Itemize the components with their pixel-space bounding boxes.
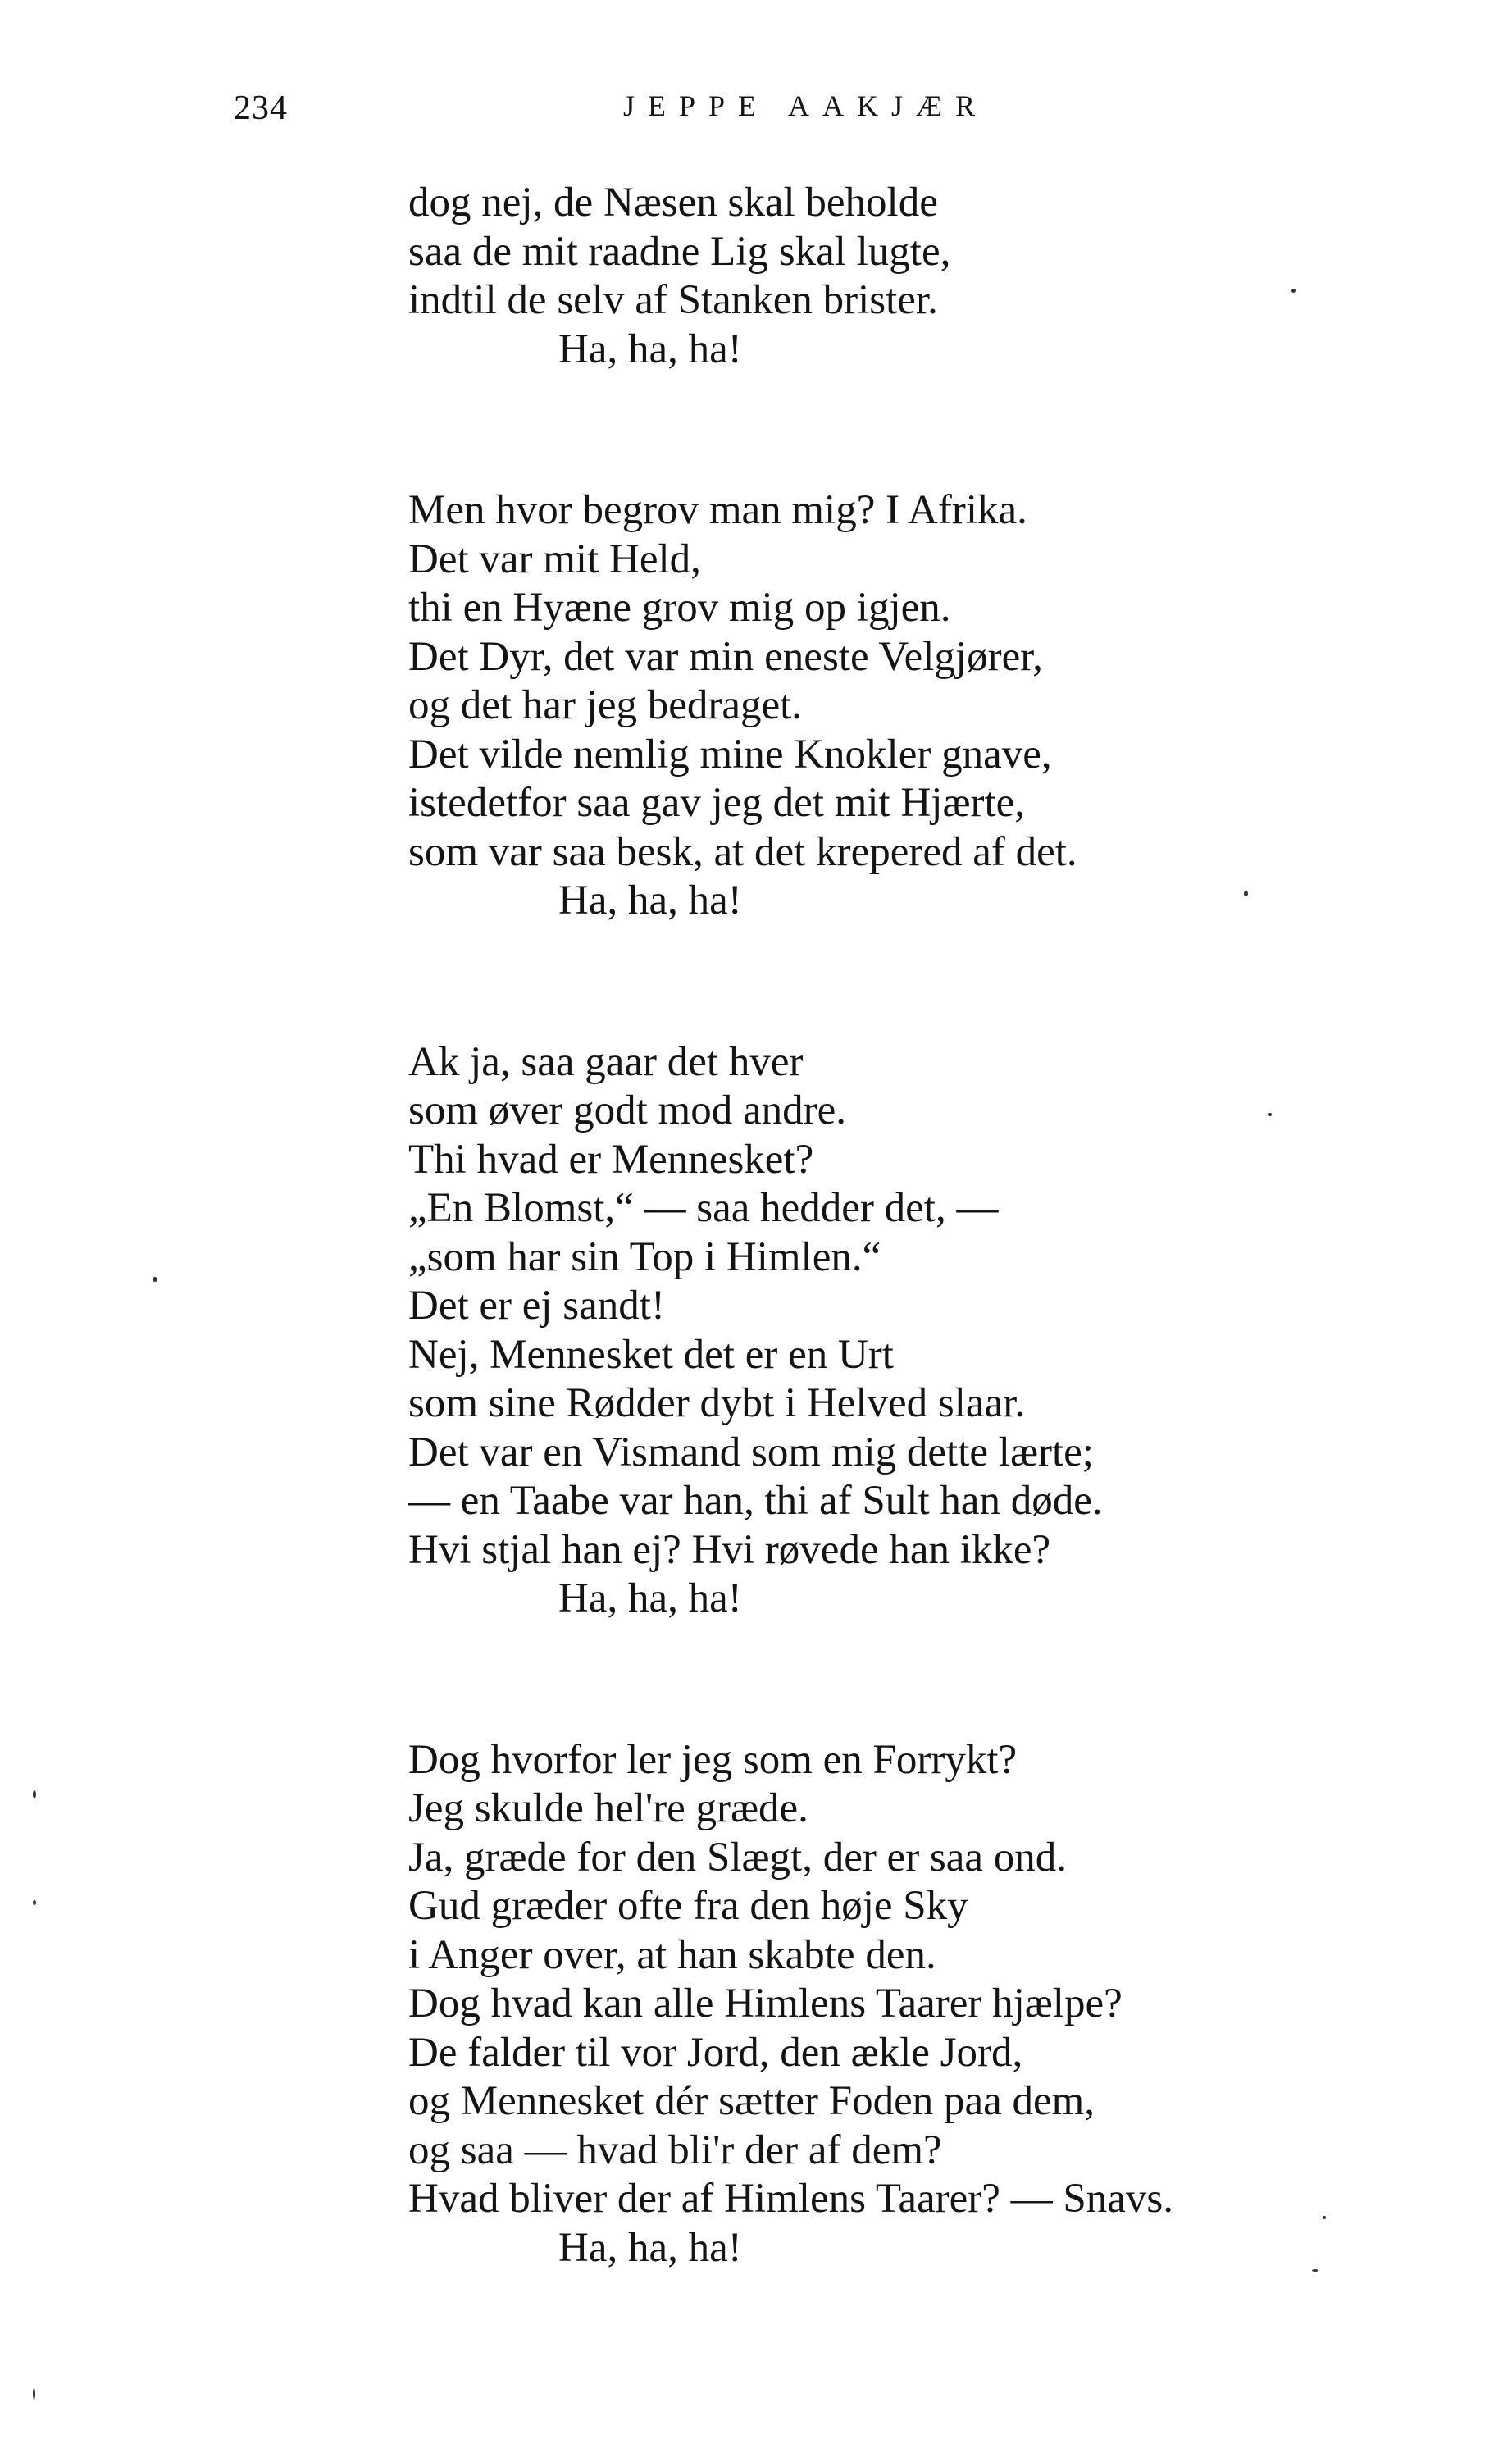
scan-speck xyxy=(33,2388,35,2400)
stanza-break xyxy=(408,374,1376,486)
verse-line: Hvad bliver der af Himlens Taarer? — Snavs. xyxy=(408,2176,1174,2222)
refrain-line: Ha, ha, ha! xyxy=(558,326,742,372)
verse-line: „En Blomst,“ — saa hedder det, — xyxy=(408,1185,999,1231)
poem-body xyxy=(408,179,1376,2273)
verse-line: Det er ej sandt! xyxy=(408,1283,665,1329)
verse-line: Det vilde nemlig mine Knokler gnave, xyxy=(408,731,1052,777)
verse-line: Det var en Vismand som mig dette lærte; xyxy=(408,1429,1094,1475)
verse-line: De falder til vor Jord, den ækle Jord, xyxy=(408,2029,1023,2076)
verse-line: og saa — hvad bli'r der af dem? xyxy=(408,2127,942,2173)
verse-line: Ak ja, saa gaar det hver xyxy=(408,1038,804,1085)
verse-line: Nej, Mennesket det er en Urt xyxy=(408,1331,894,1378)
verse-line: Dog hvad kan alle Himlens Taarer hjælpe? xyxy=(408,1981,1123,2026)
verse-line: Det Dyr, det var min eneste Velgjører, xyxy=(408,633,1043,680)
refrain-line: Ha, ha, ha! xyxy=(558,2224,742,2271)
verse-line: Gud græder ofte fra den høje Sky xyxy=(408,1883,968,1929)
refrain-line: Ha, ha, ha! xyxy=(558,1575,742,1621)
verse-line: som øver godt mod andre. xyxy=(408,1087,846,1133)
verse-line: og Mennesket dér sætter Foden paa dem, xyxy=(408,2078,1095,2124)
stanza-break xyxy=(408,1624,1376,1736)
verse-line: som sine Rødder dybt i Helved slaar. xyxy=(408,1380,1026,1426)
stanza-break xyxy=(408,926,1376,1038)
verse-line: Det var mit Held, xyxy=(408,536,701,582)
verse-line: i Anger over, at han skabte den. xyxy=(408,1931,936,1978)
scan-speck xyxy=(1291,289,1296,293)
verse-line: indtil de selv af Stanken brister. xyxy=(408,277,938,323)
verse-line: Ja, græde for den Slægt, der er saa ond. xyxy=(408,1834,1068,1881)
page-number: 234 xyxy=(234,89,288,127)
verse-line: „som har sin Top i Himlen.“ xyxy=(408,1233,881,1280)
verse-line: Thi hvad er Mennesket? xyxy=(408,1136,814,1183)
verse-line: Jeg skulde hel're græde. xyxy=(408,1785,808,1831)
scan-speck xyxy=(33,1790,36,1798)
scan-speck xyxy=(1312,2269,1318,2272)
scan-speck xyxy=(1268,1113,1272,1116)
verse-line: istedetfor saa gav jeg det mit Hjærte, xyxy=(408,780,1026,826)
running-head: JEPPE AAKJÆR xyxy=(623,89,989,122)
verse-line: Dog hvorfor ler jeg som en Forrykt? xyxy=(408,1736,1018,1783)
verse-line: Hvi stjal han ej? Hvi røvede han ikke? xyxy=(408,1526,1051,1573)
stanza-4 xyxy=(408,1736,1376,2273)
scan-speck xyxy=(153,1277,157,1282)
verse-line: dog nej, de Næsen skal beholde xyxy=(408,180,938,226)
stanza-2 xyxy=(408,486,1376,926)
verse-line: som var saa besk, at det krepered af det. xyxy=(408,828,1077,875)
scan-speck xyxy=(1244,891,1248,896)
verse-line: Men hvor begrov man mig? I Afrika. xyxy=(408,487,1027,533)
stanza-1 xyxy=(408,179,1376,374)
scan-speck xyxy=(1323,2216,1326,2219)
verse-line: saa de mit raadne Lig skal lugte, xyxy=(408,228,951,275)
scan-speck xyxy=(33,1900,36,1905)
refrain-line: Ha, ha, ha! xyxy=(558,878,742,923)
verse-line: — en Taabe var han, thi af Sult han døde. xyxy=(408,1478,1103,1524)
verse-line: og det har jeg bedraget. xyxy=(408,682,803,728)
stanza-3 xyxy=(408,1038,1376,1624)
verse-line: thi en Hyæne grov mig op igjen. xyxy=(408,585,951,631)
